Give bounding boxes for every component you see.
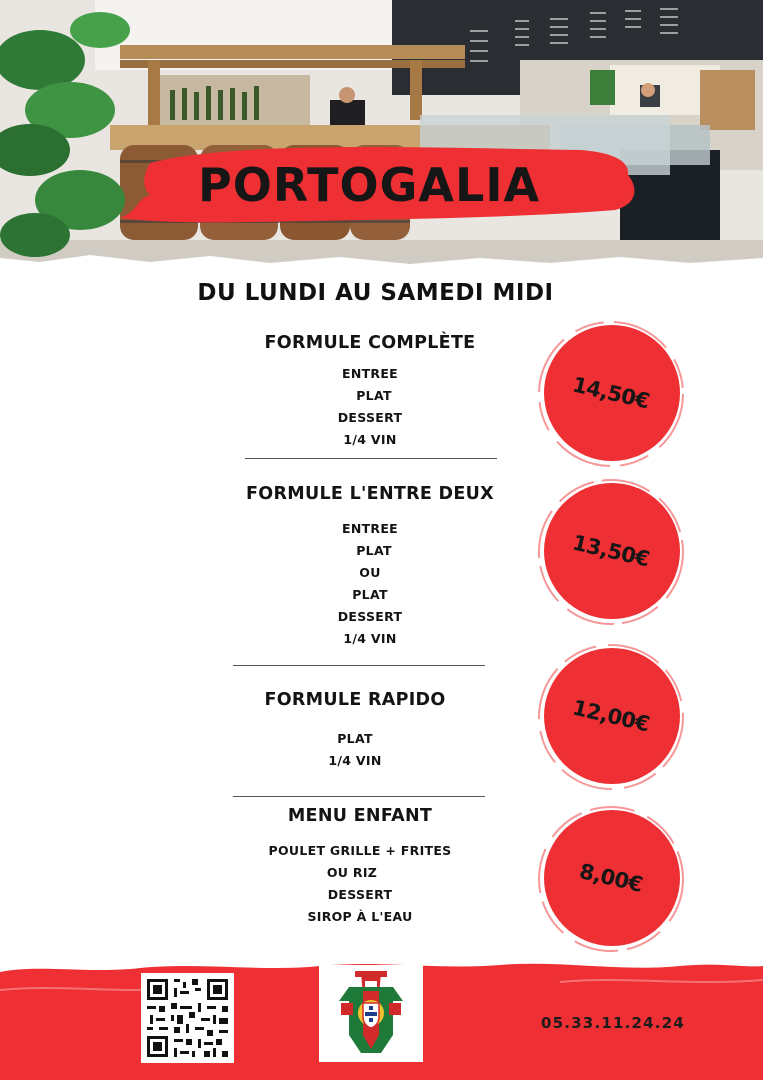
formula-items	[230, 728, 480, 772]
formula-title: FORMULE COMPLÈTE	[264, 333, 476, 353]
formula-items	[220, 518, 520, 650]
formula-title: MENU ENFANT	[287, 806, 433, 826]
menu-item: OU RIZ	[326, 865, 378, 880]
formula-complete	[245, 333, 495, 451]
menu-item: ENTREE	[341, 521, 399, 536]
brand-name: PORTOGALIA	[198, 158, 541, 212]
menu-item: 1/4 VIN	[328, 753, 382, 768]
menu-item: DESSERT	[337, 609, 403, 624]
menu-enfant	[235, 806, 485, 928]
formula-title: FORMULE RAPIDO	[264, 690, 446, 710]
divider	[233, 796, 485, 797]
menu-item: OU	[359, 565, 381, 580]
price-label: 12,00€	[570, 695, 652, 737]
menu-item: PLAT	[356, 388, 392, 403]
menu-item: DESSERT	[337, 410, 403, 425]
menu-item: PLAT	[337, 731, 373, 746]
divider	[233, 665, 485, 666]
menu-item: 1/4 VIN	[343, 432, 397, 447]
price-badge	[536, 641, 686, 791]
price-label: 14,50€	[570, 372, 652, 414]
price-badge	[536, 803, 686, 953]
price-badge	[536, 476, 686, 626]
menu-item: SIROP À L'EAU	[307, 909, 413, 924]
qr-code[interactable]	[141, 973, 234, 1063]
brand-banner	[0, 0, 763, 285]
qr-code-icon	[141, 973, 234, 1063]
menu-item: PLAT	[352, 587, 388, 602]
menu-item: ENTREE	[341, 366, 399, 381]
divider	[245, 458, 497, 459]
formula-rapido	[230, 690, 480, 772]
opening-days	[0, 280, 763, 306]
opening-days-text: DU LUNDI AU SAMEDI MIDI	[197, 280, 554, 306]
phone-number[interactable]: 05.33.11.24.24	[541, 1014, 685, 1032]
portugal-crest	[319, 965, 423, 1062]
price-badge	[536, 318, 686, 468]
menu-item: PLAT	[356, 543, 392, 558]
menu-item: 1/4 VIN	[343, 631, 397, 646]
formula-title: FORMULE L'ENTRE DEUX	[246, 484, 494, 504]
menu-item: DESSERT	[327, 887, 393, 902]
price-label: 13,50€	[570, 530, 652, 572]
formula-entre-deux	[220, 484, 520, 650]
formula-items	[245, 363, 495, 451]
menu-item: POULET GRILLE + FRITES	[268, 843, 452, 858]
portugal-crest-icon	[319, 965, 423, 1062]
formula-items	[235, 840, 485, 928]
price-label: 8,00€	[577, 859, 645, 897]
